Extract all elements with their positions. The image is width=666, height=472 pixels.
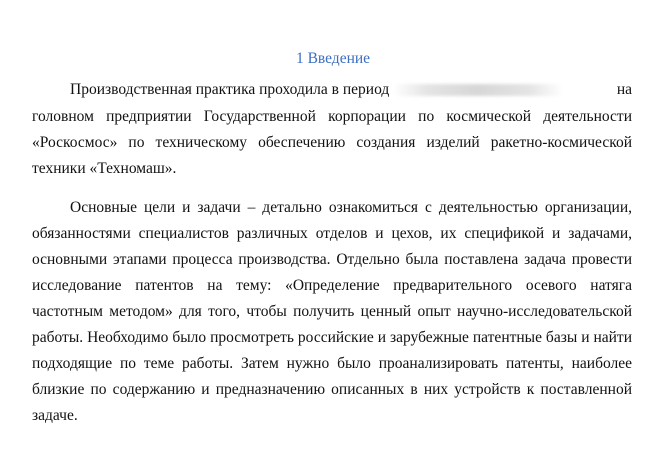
paragraph-2-line-5: частотным методом» для того, чтобы получить ценный опыт научно-исследовательской <box>32 303 632 320</box>
paragraph-1-line-1 <box>70 80 632 100</box>
paragraph-2-line-1: Основные цели и задачи – детально ознакомиться с деятельностью организации, <box>70 199 632 216</box>
paragraph-2-line-3: основными этапами процесса производства. Отдельно была поставлена задача провести <box>32 251 632 268</box>
paragraph-1-line-1-tail: на <box>616 81 632 98</box>
paragraph-2-line-2: обязанностями специалистов различных отделов и цехов, их спецификой и задачами, <box>32 225 632 242</box>
paragraph-2-line-6: работы. Необходимо было просмотреть российские и зарубежные патентные базы и найти <box>32 329 632 346</box>
paragraph-2-line-4: исследование патентов на тему: «Определение предварительного осевого натяга <box>32 277 632 294</box>
paragraph-1-line-4: техники «Техномаш». <box>32 160 177 177</box>
redacted-period <box>393 84 563 96</box>
paragraph-1-line-3: «Роскосмос» по техническому обеспечению создания изделий ракетно-космической <box>32 134 632 151</box>
paragraph-1-line-1-text: Производственная практика проходила в период <box>70 81 390 98</box>
section-heading: 1 Введение <box>295 50 371 67</box>
paragraph-2-line-7: подходящие по теме работы. Затем нужно было проанализировать патенты, наиболее <box>32 355 632 372</box>
paragraph-2-line-9: задаче. <box>32 407 78 424</box>
paragraph-2-line-8: близкие по содержанию и предназначению описанных в них устройств к поставленной <box>32 381 632 398</box>
paragraph-1-line-2: головном предприятии Государственной корпорации по космической деятельности <box>32 108 632 125</box>
